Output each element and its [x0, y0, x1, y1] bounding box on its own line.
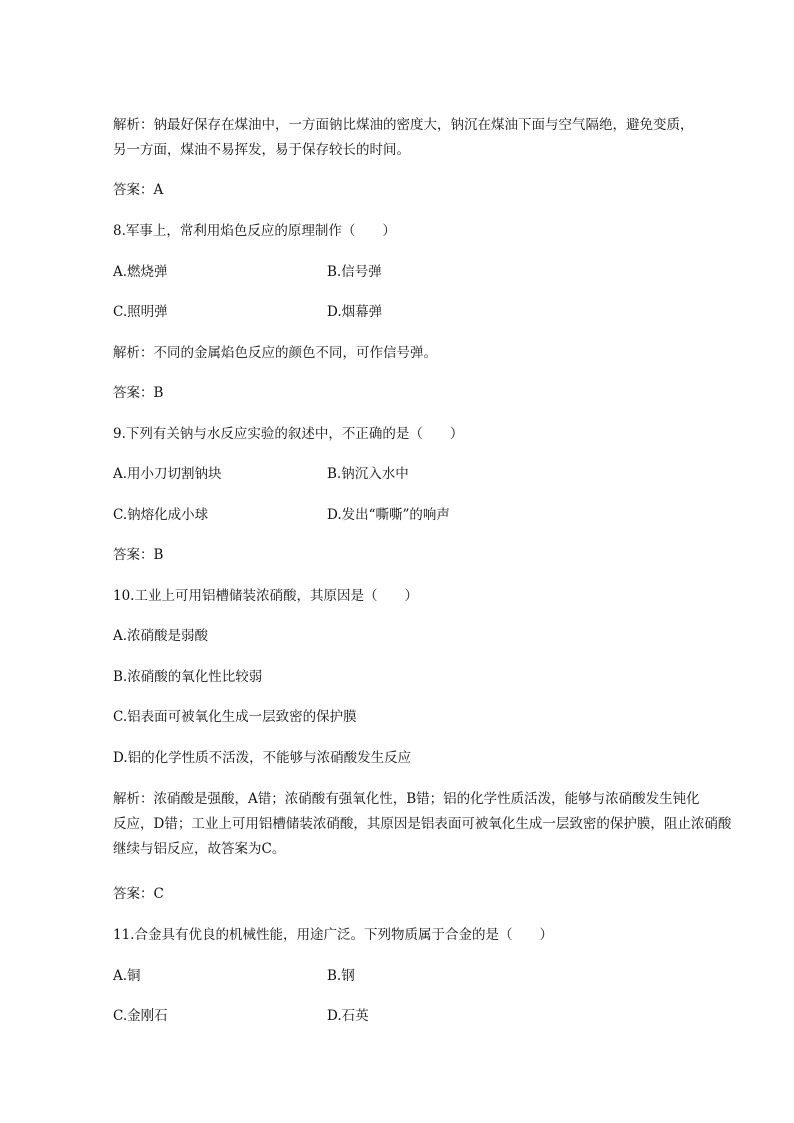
question-8-option-c: C.照明弹: [113, 304, 168, 320]
analysis-q7-line1: 解析：钠最好保存在煤油中，一方面钠比煤油的密度大，钠沉在煤油下面与空气隔绝，避免变质，: [113, 117, 694, 133]
question-11-stem: 11.合金具有优良的机械性能，用途广泛。下列物质属于合金的是（ ）: [113, 927, 553, 943]
analysis-q7-line2: 另一方面，煤油不易挥发，易于保存较长的时间。: [113, 142, 410, 158]
question-11-option-a: A.铜: [113, 968, 141, 984]
question-8-option-b: B.信号弹: [327, 264, 382, 280]
question-11-option-c: C.金刚石: [113, 1008, 168, 1024]
question-10-option-a: A.浓硝酸是弱酸: [113, 628, 209, 644]
question-10-option-d: D.铝的化学性质不活泼，不能够与浓硝酸发生反应: [113, 750, 412, 766]
question-9-option-a: A.用小刀切割钠块: [113, 466, 222, 482]
analysis-q8: 解析：不同的金属焰色反应的颜色不同，可作信号弹。: [113, 345, 437, 361]
answer-q8: 答案：B: [113, 385, 164, 401]
question-9-option-b: B.钠沉入水中: [327, 466, 409, 482]
answer-q7: 答案：A: [113, 182, 164, 198]
question-9-option-d: D.发出“嘶嘶”的响声: [327, 507, 450, 523]
question-11-option-d: D.石英: [327, 1008, 369, 1024]
analysis-q10-line2: 反应，D错；工业上可用铝槽储装浓硝酸，其原因是铝表面可被氧化生成一层致密的保护膜，阻止浓硝酸: [113, 816, 732, 832]
question-10-option-c: C.铝表面可被氧化生成一层致密的保护膜: [113, 709, 357, 725]
analysis-q10-line1: 解析：浓硝酸是强酸，A错；浓硝酸有强氧化性，B错；铝的化学性质活泼，能够与浓硝酸发生钝化: [113, 791, 700, 807]
question-10-stem: 10.工业上可用铝槽储装浓硝酸，其原因是（ ）: [113, 588, 418, 604]
question-9-option-c: C.钠熔化成小球: [113, 507, 209, 523]
answer-q10: 答案：C: [113, 886, 164, 902]
question-9-stem: 9.下列有关钠与水反应实验的叙述中，不正确的是（ ）: [113, 426, 464, 442]
analysis-q10-line3: 继续与铝反应，故答案为C。: [113, 841, 286, 857]
question-8-stem: 8.军事上，常利用焰色反应的原理制作（ ）: [113, 223, 396, 239]
question-8-option-d: D.烟幕弹: [327, 304, 383, 320]
answer-q9: 答案：B: [113, 547, 164, 563]
question-11-option-b: B.钢: [327, 968, 355, 984]
question-10-option-b: B.浓硝酸的氧化性比较弱: [113, 669, 263, 685]
question-8-option-a: A.燃烧弹: [113, 264, 168, 280]
